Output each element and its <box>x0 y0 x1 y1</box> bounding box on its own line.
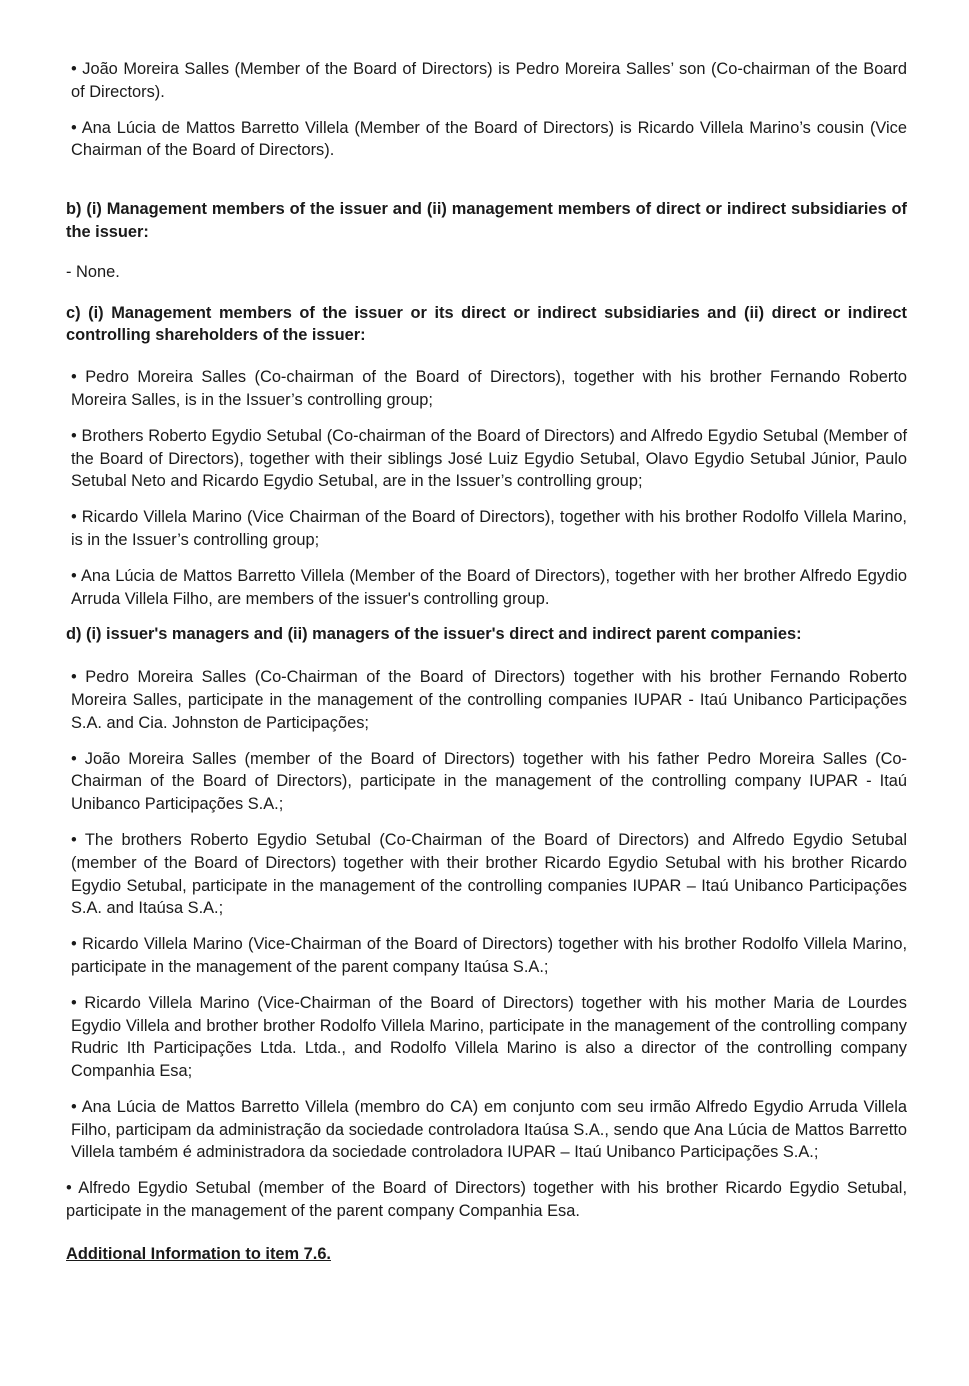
list-item: • Pedro Moreira Salles (Co-chairman of the Board of Directors), together with his brother Fernando Roberto Moreira Salles, is in the Issuer’s controlling group; <box>71 368 907 409</box>
list-item: • Pedro Moreira Salles (Co-Chairman of the Board of Directors) together with his brother Fernando Roberto Moreira Salles, participate in the management of the controlling companies IUPAR - Itaú Unibanco Participações S.A. and Cia. Johnston de Participações; <box>71 668 907 732</box>
additional-info-heading: Additional Information to item 7.6. <box>66 1244 331 1263</box>
section-c-list <box>66 366 907 610</box>
list-item: • João Moreira Salles (Member of the Board of Directors) is Pedro Moreira Salles’ son (Co-chairman of the Board of Directors). <box>71 60 907 101</box>
section-d-list <box>66 666 907 1223</box>
section-b-heading: b) (i) Management members of the issuer and (ii) management members of direct or indirect subsidiaries of the issuer: <box>66 200 907 241</box>
list-item: • Ana Lúcia de Mattos Barretto Villela (Member of the Board of Directors) is Ricardo Villela Marino’s cousin (Vice Chairman of the Board of Directors). <box>71 118 907 160</box>
list-item: • Ana Lúcia de Mattos Barretto Villela (Member of the Board of Directors), together with her brother Alfredo Egydio Arruda Villela Filho, are members of the issuer's controlling group. <box>71 566 907 608</box>
list-item: • The brothers Roberto Egydio Setubal (Co-Chairman of the Board of Directors) and Alfredo Egydio Setubal (member of the Board of Directors) together with their brother Ricardo Egydio Setubal with his brother Ricardo Egydio Setubal, participate in the management of the controlling companies IUPAR – Itaú Unibanco Participações S.A. and Itaúsa S.A.; <box>71 830 907 918</box>
list-item: • João Moreira Salles (member of the Board of Directors) together with his father Pedro Moreira Salles (Co-Chairman of the Board of Directors), participate in the management of the controlling company IUPAR - Itaú Unibanco Participações S.A.; <box>71 749 907 814</box>
list-item: • Ana Lúcia de Mattos Barretto Villela (membro do CA) em conjunto com seu irmão Alfredo Egydio Arruda Villela Filho, participam da administração da sociedade controladora Itaúsa S.A., sendo que Ana Lúcia de Mattos Barretto Villela também é administradora da sociedade controladora IUPAR – Itaú Unibanco Participações S.A.; <box>71 1097 907 1162</box>
list-item: • Ricardo Villela Marino (Vice Chairman of the Board of Directors), together with his brother Rodolfo Villela Marino, is in the Issuer’s controlling group; <box>71 508 907 549</box>
list-item: • Ricardo Villela Marino (Vice-Chairman of the Board of Directors) together with his mother Maria de Lourdes Egydio Villela and brother brother Rodolfo Villela Marino, participate in the management of the controlling company Rudric Ith Participações Ltda. Ltda., and Rodolfo Villela Marino is also a director of the controlling company Companhia Esa; <box>71 993 907 1081</box>
list-item: • Alfredo Egydio Setubal (member of the Board of Directors) together with his brother Ricardo Egydio Setubal, participate in the management of the parent company Companhia Esa. <box>66 1179 907 1221</box>
list-item: • Brothers Roberto Egydio Setubal (Co-chairman of the Board of Directors) and Alfredo Egydio Setubal (Member of the Board of Directors), together with their siblings José Luiz Egydio Setubal, Olavo Egydio Setubal Júnior, Paulo Setubal Neto and Ricardo Egydio Setubal, are in the Issuer’s controlling group; <box>71 426 907 491</box>
section-a-list <box>66 58 907 162</box>
section-b-content: - None. <box>66 262 120 281</box>
document-page <box>66 58 907 1266</box>
section-d-heading: d) (i) issuer's managers and (ii) managers of the issuer's direct and indirect parent companies: <box>66 625 802 644</box>
list-item: • Ricardo Villela Marino (Vice-Chairman of the Board of Directors) together with his brother Rodolfo Villela Marino, participate in the management of the parent company Itaúsa S.A.; <box>71 935 907 976</box>
section-c-heading: c) (i) Management members of the issuer or its direct or indirect subsidiaries and (ii) direct or indirect controlling shareholders of the issuer: <box>66 303 907 345</box>
